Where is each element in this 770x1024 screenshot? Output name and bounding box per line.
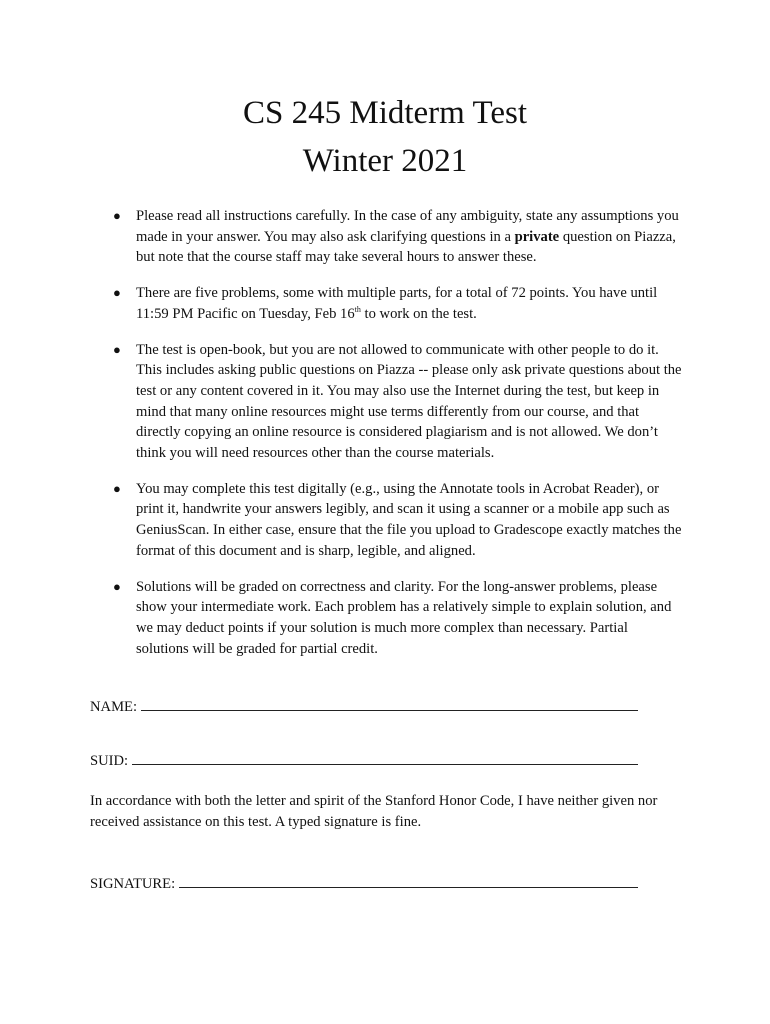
- suid-field: [90, 750, 638, 771]
- instruction-item-digital: [0, 479, 683, 562]
- name-input-line[interactable]: [141, 696, 638, 711]
- signature-field: [90, 873, 638, 894]
- instruction-text: There are five problems, some with multiple parts, for a total of 72 points. You have until 11:59 PM Pacific on Tuesday, Feb 16th to work on the test.: [136, 285, 658, 322]
- exam-term: Winter 2021: [302, 143, 468, 179]
- instruction-item-grading: [0, 577, 683, 660]
- instruction-item-open-book: [0, 340, 683, 464]
- bullet-icon: ●: [113, 480, 121, 496]
- instruction-text: Solutions will be graded on correctness and clarity. For the long-answer problems, please show your intermediate work. Each problem has a relatively simple to explain solution, and we may deduct points if your solution is much more complex than necessary. Partial solutions will be graded for partial credit.: [136, 578, 672, 657]
- instruction-text: The test is open-book, but you are not allowed to communicate with other people to do it. This includes asking public questions on Piazza -- please only ask private questions about the test or any content covered in it. You may also use the Internet during the test, but keep in mind that many online resources might use terms differently from our course, and that directly copying an online resource is considered plagiarism and is not allowed. We don’t think you will need resources other than the course materials.: [136, 341, 682, 462]
- name-field: [90, 696, 638, 717]
- signature-label: SIGNATURE:: [90, 876, 176, 892]
- instructions-list: [0, 206, 770, 674]
- honor-code-statement: In accordance with both the letter and spirit of the Stanford Honor Code, I have neither given nor received assistance on this test. A typed signature is fine.: [90, 793, 658, 830]
- suid-input-line[interactable]: [132, 750, 638, 765]
- suid-label: SUID:: [90, 753, 129, 769]
- signature-input-line[interactable]: [179, 873, 638, 888]
- name-label: NAME:: [90, 699, 138, 715]
- bullet-icon: ●: [113, 341, 121, 357]
- instruction-item-problems: [0, 283, 683, 324]
- bullet-icon: ●: [113, 208, 121, 223]
- instruction-item-read: [0, 206, 683, 268]
- bullet-icon: ●: [113, 285, 121, 301]
- exam-title: CS 245 Midterm Test: [242, 95, 527, 131]
- instruction-text: Please read all instructions carefully. In the case of any ambiguity, state any assumptions you made in your answer. You may also ask clarifying questions in a private question on Piazza, but note that the course staff may take several hours to answer these.: [136, 208, 679, 266]
- private-emphasis: private: [514, 228, 560, 245]
- bullet-icon: ●: [113, 578, 121, 594]
- instruction-text: You may complete this test digitally (e.g., using the Annotate tools in Acrobat Reader), or print it, handwrite your answers legibly, and scan it using a scanner or a mobile app such as GeniusScan. In either case, ensure that the file you upload to Gradescope exactly matches the format of this document and is sharp, legible, and aligned.: [136, 480, 682, 559]
